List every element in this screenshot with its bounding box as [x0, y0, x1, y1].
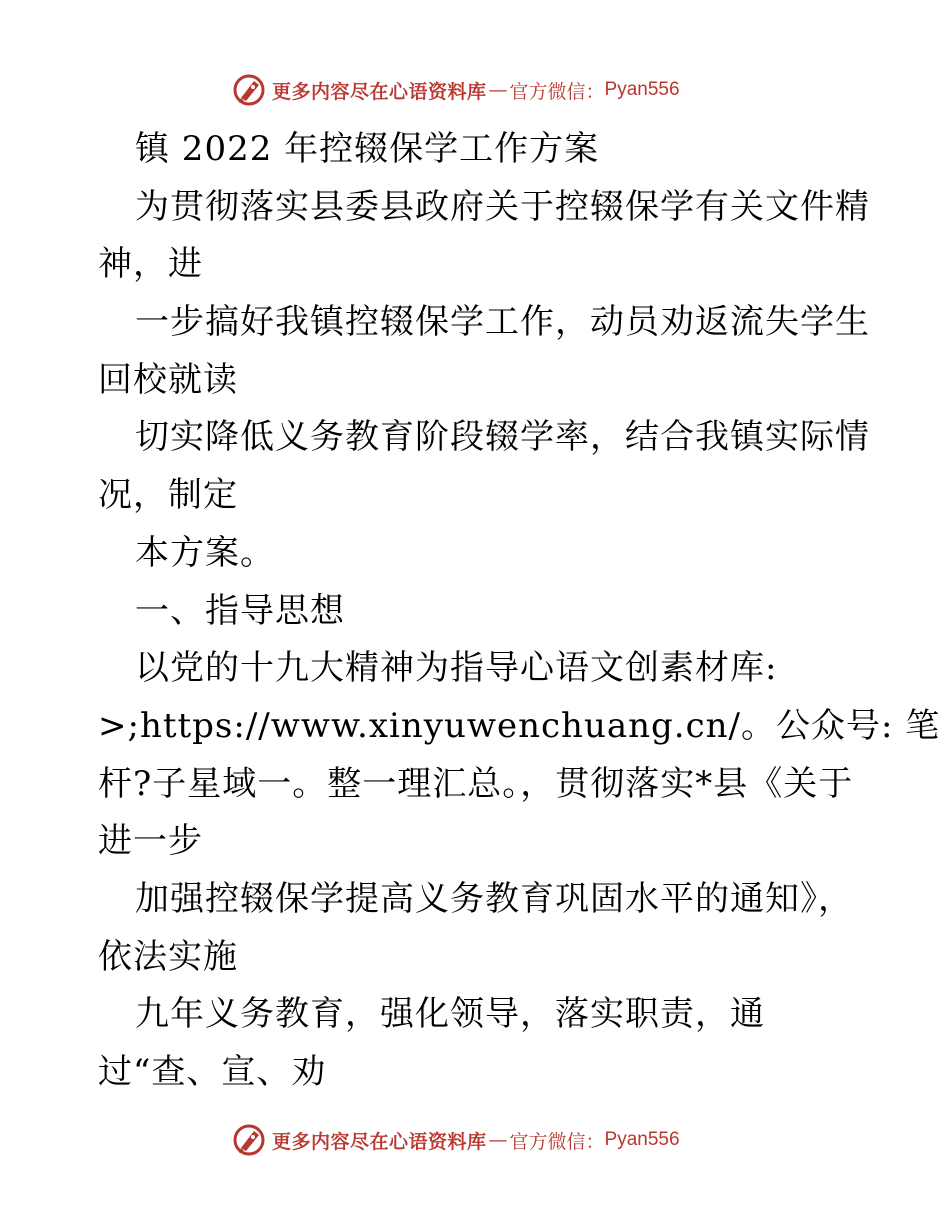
header-watermark: [232, 72, 680, 108]
document-title: 镇 2022 年控辍保学工作方案: [135, 129, 600, 169]
watermark-dash: —: [488, 1129, 508, 1151]
paragraph-line: 回校就读: [98, 359, 238, 400]
paragraph-line: 杆?子星域一。整一理汇总。，贯彻落实*县《关于: [98, 763, 854, 804]
watermark-official-label: 官方微信：: [509, 1130, 605, 1153]
paragraph-line: 为贯彻落实县委县政府关于控辍保学有关文件精: [135, 186, 870, 227]
pen-nib-logo-icon: [232, 1123, 266, 1157]
paragraph-line: 加强控辍保学提高义务教育巩固水平的通知》，: [135, 878, 853, 919]
watermark-wechat-id: Pyan556: [604, 79, 680, 100]
watermark-official-label: 官方微信：: [509, 80, 605, 103]
paragraph-line: >;https://www.xinyuwenchuang.cn/。公众号: 笔: [98, 705, 941, 746]
pen-nib-logo-icon: [232, 73, 266, 107]
section-heading: 一、指导思想: [135, 590, 345, 631]
paragraph-line: 过“查、宣、劝: [98, 1052, 327, 1092]
paragraph-line: 况，制定: [98, 475, 238, 516]
watermark-wechat-id: Pyan556: [604, 1129, 680, 1150]
paragraph-line: 九年义务教育，强化领导，落实职责，通: [135, 994, 765, 1035]
paragraph-line: 本方案。: [135, 532, 275, 573]
paragraph-line: 进一步: [98, 821, 203, 862]
paragraph-line: 依法实施: [98, 936, 238, 977]
footer-watermark: [232, 1122, 680, 1158]
paragraph-line: 以党的十九大精神为指导心语文创素材库:: [135, 648, 778, 689]
watermark-main-text: 更多内容尽在心语资料库: [272, 1130, 487, 1153]
paragraph-line: 一步搞好我镇控辍保学工作，动员劝返流失学生: [135, 302, 870, 343]
watermark-dash: —: [488, 79, 508, 101]
paragraph-line: 切实降低义务教育阶段辍学率，结合我镇实际情: [135, 417, 870, 458]
document-body: [98, 121, 941, 1102]
watermark-main-text: 更多内容尽在心语资料库: [272, 80, 487, 103]
paragraph-line: 神，进: [98, 244, 203, 285]
